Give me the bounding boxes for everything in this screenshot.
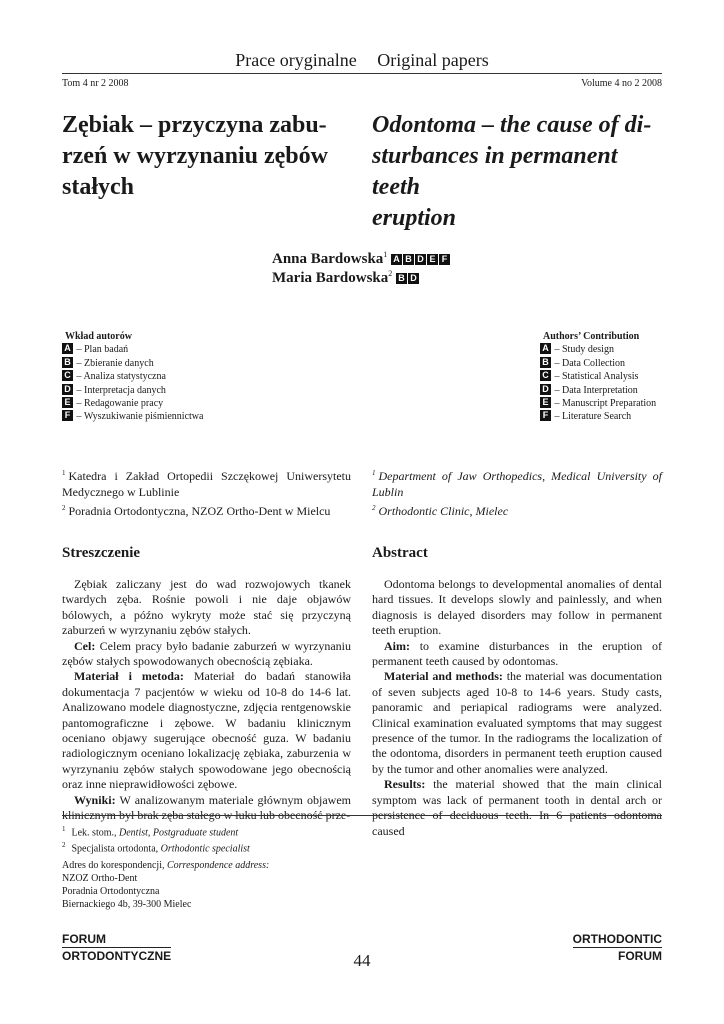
legend-item [540, 370, 656, 383]
footnote-sup: 1 [62, 825, 66, 833]
aim-text: Celem pracy było badanie zaburzeń w wyrzynaniu zębów stałych spowodowanych obecnością zębiaka. [62, 638, 351, 669]
methods-label: Material and methods: [384, 669, 503, 684]
legend-badge: B [62, 357, 73, 368]
address-line: Biernackiego 4b, 39-300 Mielec [62, 899, 192, 910]
abstract-paragraph [372, 639, 662, 670]
legend-badge: F [62, 410, 73, 421]
contribution-badge: D [408, 273, 419, 284]
address-line: Poradnia Ortodontyczna [62, 886, 160, 897]
title-en-line: sturbances in permanent teeth [372, 143, 618, 200]
title-en-line: eruption [372, 205, 457, 231]
contribution-badge: D [415, 254, 426, 265]
affiliation [372, 465, 662, 500]
legend-item [540, 343, 656, 356]
results-label: Wyniki: [74, 792, 116, 807]
affiliation-text: Katedra i Zakład Ortopedii Szczękowej Uniwersytetu Medycznego w Lublinie [62, 469, 351, 499]
abstract-paragraph [62, 669, 351, 792]
legend-item [540, 357, 656, 370]
legend-badge: A [540, 343, 551, 354]
footnotes [62, 823, 250, 856]
affiliation-sup: 2 [62, 504, 66, 512]
contribution-badge: B [396, 273, 407, 284]
contribution-badge: E [427, 254, 438, 265]
legend-text: – Zbieranie danych [76, 357, 154, 369]
contribution-legend-en [540, 331, 656, 424]
section-header [0, 50, 724, 71]
methods-label: Materiał i metoda: [74, 669, 184, 684]
legend-text: – Redagowanie pracy [76, 398, 164, 410]
legend-badge: A [62, 343, 73, 354]
legend-badge: D [62, 384, 73, 395]
footnote-text: Specjalista ortodonta, [71, 843, 161, 855]
legend-text: – Study design [554, 344, 614, 356]
abstract-en-body [372, 577, 662, 839]
author-sup: 1 [383, 250, 388, 259]
legend-item [62, 357, 203, 370]
legend-item [62, 397, 203, 410]
legend-badge: B [540, 357, 551, 368]
correspondence-label-en: Correspondence address: [166, 860, 270, 871]
legend-badge: F [540, 410, 551, 421]
title-pl [62, 110, 342, 203]
affiliation-sup: 1 [372, 469, 376, 477]
results-text: W analizowanym materiale głównym objawem klinicznym był brak zęba stałego w łuku lub obecność prze- [62, 792, 351, 823]
title-pl-line: Zębiak – przyczyna zabu- [62, 112, 327, 138]
contribution-heading: Wkład autorów [65, 331, 132, 342]
affiliation [372, 500, 662, 519]
legend-text: – Literature Search [554, 411, 632, 423]
section-label-en: Original papers [377, 50, 489, 70]
heading-abstract: Abstract [372, 545, 428, 561]
aim-text: to examine disturbances in the eruption of permanent teeth caused by odontomas. [372, 638, 662, 669]
author-sup: 2 [388, 269, 393, 278]
legend-item [540, 410, 656, 423]
abstract-paragraph [372, 669, 662, 777]
address-line: NZOZ Ortho-Dent [62, 873, 138, 884]
footnote-text: Lek. stom., [71, 827, 119, 839]
legend-badge: D [540, 384, 551, 395]
title-en [372, 110, 662, 234]
abstract-paragraph [372, 777, 662, 839]
correspondence-label-pl: Adres do korespondencji, [62, 860, 167, 871]
legend-text: – Data Interpretation [554, 384, 638, 396]
title-en-line: Odontoma – the cause of di- [372, 112, 652, 138]
header-rule [62, 73, 662, 74]
title-pl-line: stałych [62, 174, 134, 200]
abstract-paragraph: Zębiak zaliczany jest do wad rozwojowych tkanek twardych zęba. Rośnie powoli i nie daje objawów bólowych, a późno wykryty może stać się przyczyną zaburzeń w wyrzynaniu zębów stałych. [62, 577, 351, 638]
page-number: 44 [353, 951, 371, 970]
legend-text: – Data Collection [554, 357, 626, 369]
legend-item [62, 370, 203, 383]
abstract-paragraph: Odontoma belongs to developmental anomalies of dental hard tissues. It develops slowly and painlessly, and when diagnosis is delayed disorders may follow in permanent teeth eruption. [372, 577, 662, 638]
aim-label: Aim: [384, 638, 410, 653]
contribution-heading: Authors’ Contribution [543, 331, 640, 342]
legend-text: – Analiza statystyczna [76, 371, 166, 383]
affiliation [62, 465, 351, 500]
results-text: the material showed that the main clinical symptom was lack of permanent tooth in dental arch or persistence of deciduous teeth. In 6 patients odontoma caused [372, 777, 662, 838]
legend-item [62, 343, 203, 356]
footer-line: FORUM [573, 947, 662, 964]
footer-line: ORTODONTYCZNE [62, 949, 172, 963]
legend-text: – Interpretacja danych [76, 384, 166, 396]
title-pl-line: rzeń w wyrzynaniu zębów [62, 143, 328, 169]
legend-item [62, 410, 203, 423]
author-1 [272, 250, 451, 268]
affiliation-sup: 2 [372, 504, 376, 512]
legend-item [540, 397, 656, 410]
legend-text: – Plan badań [76, 344, 129, 356]
legend-text: – Manuscript Preparation [554, 398, 657, 410]
author-2 [272, 269, 420, 287]
affiliations-en [372, 465, 662, 519]
volume-pl: Tom 4 nr 2 2008 [62, 78, 129, 89]
contribution-badge: B [403, 254, 414, 265]
legend-badge: E [62, 397, 73, 408]
heading-streszczenie: Streszczenie [62, 545, 141, 561]
footnote-sup: 2 [62, 841, 66, 850]
footnote-rule [62, 815, 662, 816]
volume-en: Volume 4 no 2 2008 [581, 78, 662, 89]
author-name: Maria Bardowska [272, 270, 389, 286]
footer-journal-pl [62, 931, 171, 964]
footer-line: ORTHODONTIC [572, 932, 662, 946]
abstract-paragraph [62, 639, 351, 670]
methods-text: the material was documentation of seven subjects aged 10-8 to 14-6 years. Study casts, panoramic and periapical radiograms were analyzed. Clinical examination evaluated symptoms that may suggest presence of the tumor. In the radiograms the localization of the odontoma, disorders in permanent teeth eruption caused by the tumor and other anomalies were analyzed. [372, 669, 662, 776]
contribution-legend-pl [62, 331, 203, 424]
affiliation [62, 500, 351, 519]
legend-text: – Statistical Analysis [554, 371, 639, 383]
legend-badge: E [540, 397, 551, 408]
legend-item [62, 384, 203, 397]
methods-text: Materiał do badań stanowiła dokumentacja 7 pacjentów w wieku od 10-8 do 14-6 lat. Analizowano modele diagnostyczne, zdjęcia rentgenowskie pantomograficzne i zębowe. W badaniu klinicznym oceniano objawy sugerujące obecność guza. W badaniu radiologicznym oceniano lokalizację zębiaka, zaburzenia w wyrzynaniu zębów stałych spowodowane jego obecnością oraz inne nieprawidłowości zębowe. [62, 669, 352, 792]
affiliation-text: Orthodontic Clinic, Mielec [378, 504, 509, 518]
abstract-paragraph [62, 793, 351, 824]
section-label-pl: Prace oryginalne [235, 50, 357, 70]
footnote-text-en: Orthodontic specialist [160, 843, 250, 855]
footer-line: FORUM [62, 932, 106, 946]
results-label: Results: [384, 777, 426, 792]
legend-item [540, 384, 656, 397]
affiliation-text: Poradnia Ortodontyczna, NZOZ Ortho-Dent w Mielcu [68, 504, 331, 518]
footnote [62, 823, 250, 839]
legend-badge: C [62, 370, 73, 381]
legend-badge: C [540, 370, 551, 381]
correspondence-address [62, 859, 269, 911]
footer-journal-en [573, 931, 662, 964]
affiliations-pl [62, 465, 351, 519]
legend-text: – Wyszukiwanie piśmiennictwa [76, 411, 204, 423]
author-name: Anna Bardowska [272, 251, 384, 267]
contribution-badge: F [439, 254, 450, 265]
contribution-badge: A [391, 254, 402, 265]
footnote-text-en: Dentist, Postgraduate student [119, 827, 239, 839]
footnote [62, 839, 250, 855]
aim-label: Cel: [74, 638, 96, 653]
abstract-pl-body [62, 577, 351, 824]
affiliation-sup: 1 [62, 469, 66, 477]
affiliation-text: Department of Jaw Orthopedics, Medical University of Lublin [372, 469, 662, 499]
